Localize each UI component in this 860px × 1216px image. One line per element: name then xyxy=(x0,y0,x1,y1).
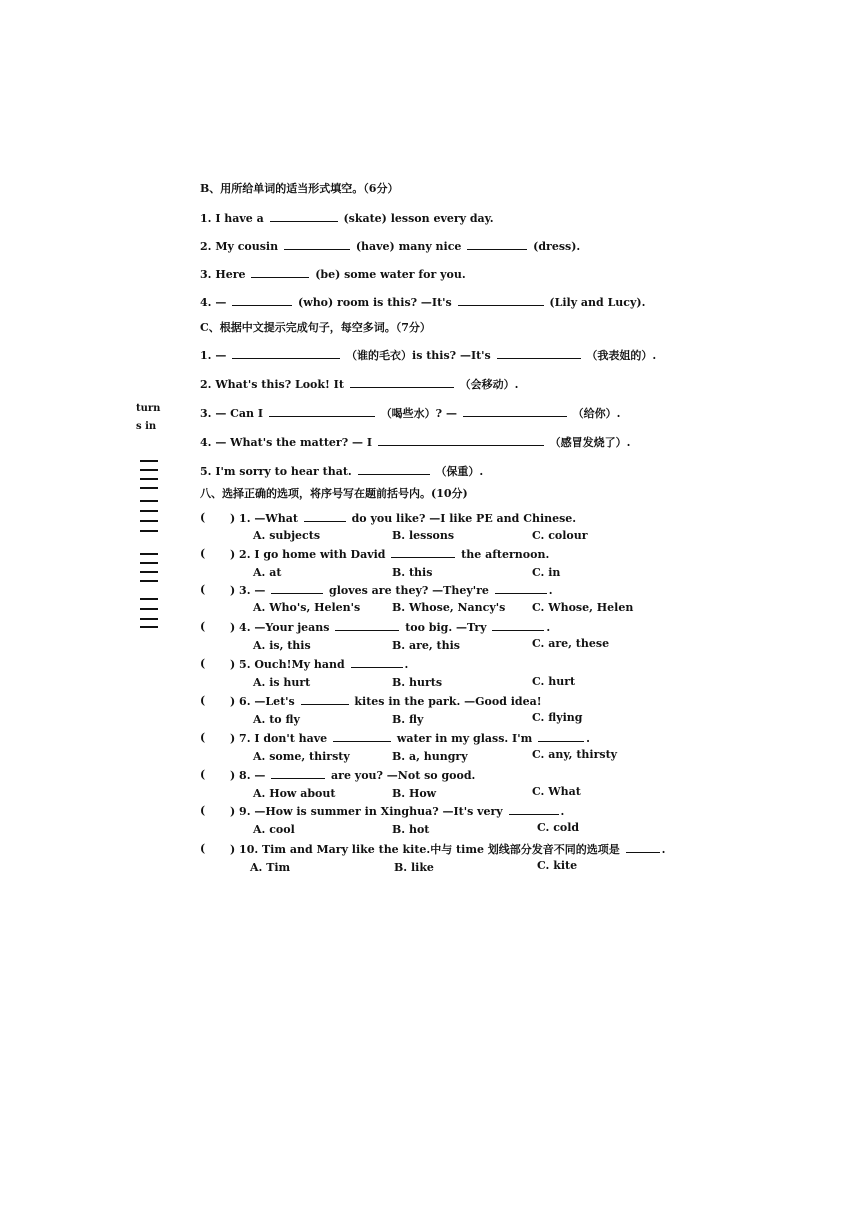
answer-blank xyxy=(538,732,584,742)
answer-blank xyxy=(391,548,455,558)
answer-blank[interactable] xyxy=(467,240,527,250)
option-b[interactable]: B. hot xyxy=(392,823,430,836)
b-item-1: 1. I have a (skate) lesson every day. xyxy=(200,212,494,225)
c-item-3: 3. — Can I （喝些水）? — （给你）. xyxy=(200,407,621,420)
answer-bracket[interactable]: ( xyxy=(200,731,206,744)
answer-blank[interactable] xyxy=(270,212,338,222)
mc-question: ) 1. —What do you like? —I like PE and Chinese. xyxy=(230,512,577,525)
answer-blank xyxy=(335,621,399,631)
answer-blank xyxy=(304,512,346,522)
option-c[interactable]: C. in xyxy=(532,566,561,579)
c-item-5: 5. I'm sorry to hear that. （保重）. xyxy=(200,465,484,478)
b-item-3: 3. Here (be) some water for you. xyxy=(200,268,466,281)
answer-blank[interactable] xyxy=(232,349,340,359)
answer-blank[interactable] xyxy=(463,407,567,417)
answer-blank xyxy=(333,732,391,742)
option-b[interactable]: B. a, hungry xyxy=(392,750,468,763)
option-c[interactable]: C. any, thirsty xyxy=(532,748,618,761)
section-8-heading: 八、选择正确的选项，将序号写在题前括号内。(10分) xyxy=(200,487,468,500)
answer-bracket[interactable]: ( xyxy=(200,804,206,817)
answer-bracket[interactable]: ( xyxy=(200,583,206,596)
answer-bracket[interactable]: ( xyxy=(200,547,206,560)
b-item-2: 2. My cousin (have) many nice (dress). xyxy=(200,240,581,253)
option-c[interactable]: C. colour xyxy=(532,529,588,542)
answer-blank xyxy=(509,805,559,815)
option-c[interactable]: C. cold xyxy=(537,821,580,834)
mc-question: ) 7. I don't have water in my glass. I'm . xyxy=(230,732,590,745)
answer-blank[interactable] xyxy=(251,268,309,278)
answer-blank xyxy=(626,843,660,853)
section-c-heading: C、根据中文提示完成句子，每空多词。（7分） xyxy=(200,321,431,334)
c-item-4: 4. — What's the matter? — I （感冒发烧了）. xyxy=(200,436,631,449)
option-b[interactable]: B. are, this xyxy=(392,639,460,652)
option-a[interactable]: A. Tim xyxy=(250,861,291,874)
answer-bracket[interactable]: ( xyxy=(200,657,206,670)
option-b[interactable]: B. like xyxy=(394,861,434,874)
option-a[interactable]: A. How about xyxy=(253,787,336,800)
option-a[interactable]: A. is hurt xyxy=(253,676,311,689)
margin-fragment: s in xyxy=(136,421,157,432)
answer-blank[interactable] xyxy=(458,296,544,306)
option-c[interactable]: C. are, these xyxy=(532,637,610,650)
answer-blank xyxy=(271,584,323,594)
option-a[interactable]: A. is, this xyxy=(253,639,311,652)
answer-blank xyxy=(495,584,547,594)
answer-bracket[interactable]: ( xyxy=(200,511,206,524)
option-b[interactable]: B. Whose, Nancy's xyxy=(392,601,506,614)
option-c[interactable]: C. What xyxy=(532,785,581,798)
option-a[interactable]: A. subjects xyxy=(253,529,321,542)
option-a[interactable]: A. some, thirsty xyxy=(253,750,350,763)
c-item-1: 1. — （谁的毛衣）is this? —It's （我表姐的）. xyxy=(200,349,657,362)
option-b[interactable]: B. How xyxy=(392,787,437,800)
answer-blank xyxy=(351,658,403,668)
answer-blank xyxy=(492,621,544,631)
answer-blank[interactable] xyxy=(497,349,581,359)
mc-question: ) 5. Ouch!My hand . xyxy=(230,658,409,671)
answer-blank xyxy=(271,769,325,779)
answer-blank[interactable] xyxy=(378,436,544,446)
option-b[interactable]: B. lessons xyxy=(392,529,455,542)
option-a[interactable]: A. to fly xyxy=(253,713,300,726)
mc-question: ) 10. Tim and Mary like the kite.中与 time 划线部分发音不同的选项是 . xyxy=(230,843,666,856)
option-c[interactable]: C. kite xyxy=(537,859,578,872)
answer-blank xyxy=(301,695,349,705)
mc-question: ) 3. — gloves are they? —They're . xyxy=(230,584,553,597)
option-b[interactable]: B. hurts xyxy=(392,676,443,689)
mc-question: ) 9. —How is summer in Xinghua? —It's very . xyxy=(230,805,565,818)
margin-fragment: turn xyxy=(136,403,161,414)
answer-blank[interactable] xyxy=(284,240,350,250)
mc-question: ) 2. I go home with David the afternoon. xyxy=(230,548,550,561)
answer-blank[interactable] xyxy=(269,407,375,417)
option-c[interactable]: C. flying xyxy=(532,711,583,724)
answer-bracket[interactable]: ( xyxy=(200,620,206,633)
answer-blank[interactable] xyxy=(358,465,430,475)
option-a[interactable]: A. Who's, Helen's xyxy=(253,601,361,614)
section-b-heading: B、用所给单词的适当形式填空。（6分） xyxy=(200,182,399,195)
answer-bracket[interactable]: ( xyxy=(200,694,206,707)
option-b[interactable]: B. fly xyxy=(392,713,424,726)
answer-blank[interactable] xyxy=(350,378,454,388)
option-c[interactable]: C. Whose, Helen xyxy=(532,601,634,614)
c-item-2: 2. What's this? Look! It （会移动）. xyxy=(200,378,519,391)
mc-question: ) 8. — are you? —Not so good. xyxy=(230,769,476,782)
option-a[interactable]: A. cool xyxy=(253,823,295,836)
mc-question: ) 4. —Your jeans too big. —Try . xyxy=(230,621,551,634)
b-item-4: 4. — (who) room is this? —It's (Lily and Lucy). xyxy=(200,296,646,309)
answer-blank[interactable] xyxy=(232,296,292,306)
option-a[interactable]: A. at xyxy=(253,566,282,579)
mc-question: ) 6. —Let's kites in the park. —Good idea! xyxy=(230,695,542,708)
option-b[interactable]: B. this xyxy=(392,566,433,579)
answer-bracket[interactable]: ( xyxy=(200,768,206,781)
answer-bracket[interactable]: ( xyxy=(200,842,206,855)
option-c[interactable]: C. hurt xyxy=(532,675,576,688)
